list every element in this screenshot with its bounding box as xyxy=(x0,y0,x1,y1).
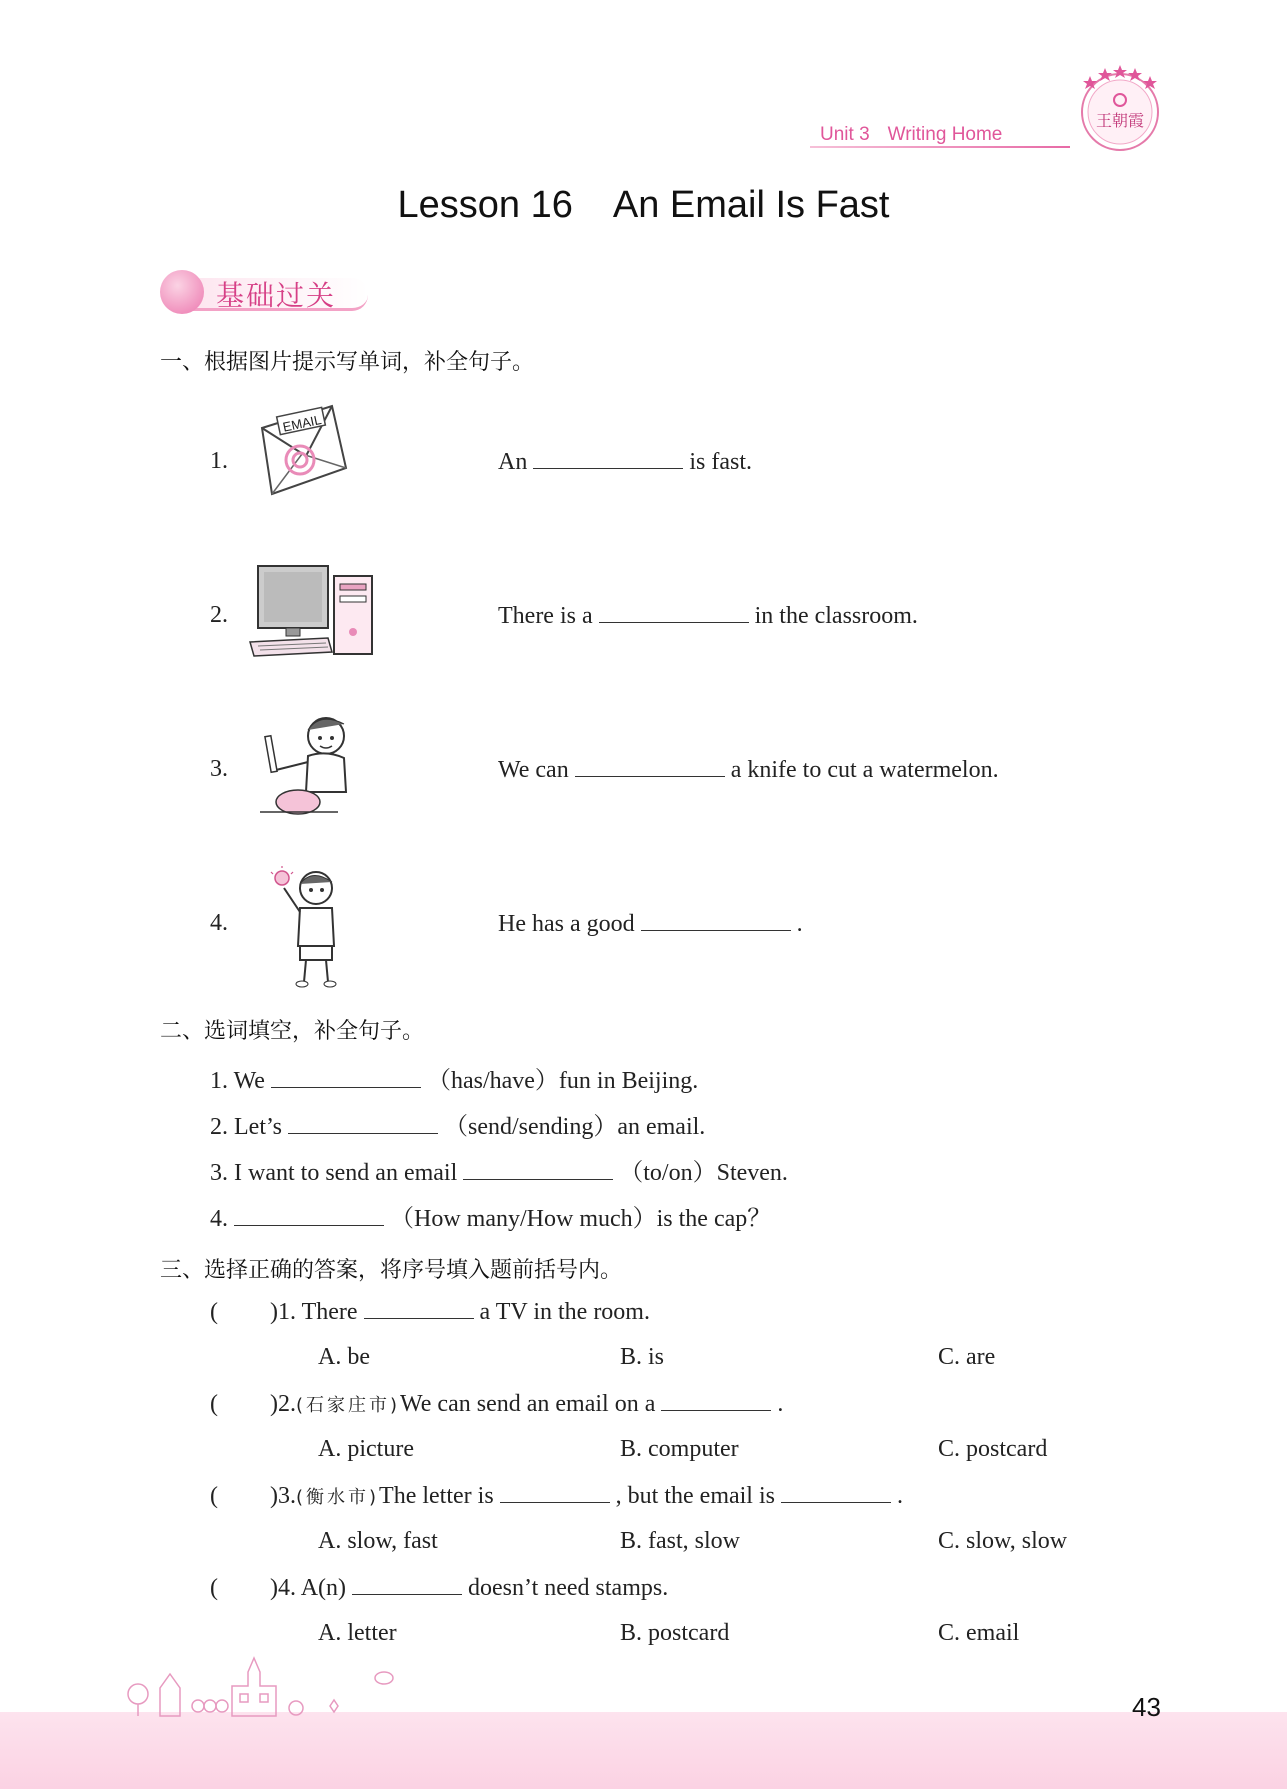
item-number: 2. xyxy=(210,1114,228,1140)
lesson-name: An Email Is Fast xyxy=(612,184,890,226)
part2-item3 xyxy=(210,1152,788,1187)
part3-question3 xyxy=(210,1482,903,1510)
part1-item3-number: 3. xyxy=(210,756,228,782)
option-a[interactable]: A. be xyxy=(318,1344,370,1370)
header-divider xyxy=(810,146,1070,148)
logo-text: 王朝霞 xyxy=(1095,111,1145,130)
option-c[interactable]: C. are xyxy=(938,1344,996,1370)
sentence-text: in the classroom. xyxy=(754,603,918,629)
part1-item2-number: 2. xyxy=(210,602,228,628)
answer-blank xyxy=(364,1298,474,1319)
option-b[interactable]: B. fast, slow xyxy=(620,1528,740,1554)
part3-question2 xyxy=(210,1390,783,1418)
option-a[interactable]: A. letter xyxy=(318,1620,397,1646)
unit-title: Writing Home xyxy=(887,124,1003,145)
part1-title: 一、根据图片提示写单词，补全句子。 xyxy=(160,350,535,375)
question-text: A(n) xyxy=(300,1575,347,1601)
part2-item1 xyxy=(210,1060,698,1095)
sentence-text: I want to send an email xyxy=(234,1160,458,1186)
region-tag: (衡水市) xyxy=(296,1487,380,1508)
part3-question1 xyxy=(210,1298,650,1326)
option-c[interactable]: C. slow, slow xyxy=(938,1528,1068,1554)
option-a[interactable]: A. picture xyxy=(318,1436,414,1462)
boy-with-idea-icon xyxy=(268,864,348,988)
part1-item2-sentence xyxy=(498,602,918,630)
answer-blank[interactable] xyxy=(599,602,749,623)
sentence-text: An xyxy=(498,449,528,475)
answer-bracket[interactable]: ( xyxy=(210,1575,218,1601)
sentence-text: There is a xyxy=(498,603,593,629)
sentence-text: （send/sending）an email. xyxy=(444,1114,706,1140)
part1-item4-sentence xyxy=(498,910,803,938)
option-c[interactable]: C. email xyxy=(938,1620,1020,1646)
option-b[interactable]: B. computer xyxy=(620,1436,739,1462)
sentence-text: （How many/How much）is the cap？ xyxy=(390,1206,772,1232)
email-envelope-icon xyxy=(258,398,350,504)
page-number: 43 xyxy=(1132,1692,1161,1722)
question-text: , but the email is xyxy=(615,1483,775,1509)
region-tag: (石家庄市) xyxy=(296,1395,401,1416)
option-a[interactable]: A. slow, fast xyxy=(318,1528,438,1554)
option-b[interactable]: B. postcard xyxy=(620,1620,730,1646)
item-number: )2. xyxy=(270,1391,296,1417)
answer-blank[interactable] xyxy=(463,1159,613,1180)
part1-item1-number: 1. xyxy=(210,448,228,474)
boy-cutting-watermelon-icon xyxy=(258,710,358,822)
unit-label: Unit 3 xyxy=(820,124,870,145)
footer-band xyxy=(0,1712,1287,1789)
lesson-number: Lesson 16 xyxy=(397,184,573,226)
answer-blank xyxy=(500,1482,610,1503)
question-text: doesn’t need stamps. xyxy=(468,1575,669,1601)
answer-blank xyxy=(352,1574,462,1595)
part2-item4 xyxy=(210,1198,771,1233)
answer-blank[interactable] xyxy=(641,910,791,931)
part1-item1-sentence xyxy=(498,448,752,476)
answer-blank[interactable] xyxy=(288,1113,438,1134)
answer-bracket[interactable]: ( xyxy=(210,1299,218,1325)
girl-avatar-icon xyxy=(160,270,204,314)
svg-text:EMAIL: EMAIL xyxy=(281,411,323,435)
sentence-text: Let’s xyxy=(234,1114,282,1140)
part1-item3-sentence xyxy=(498,756,999,784)
section-badge-label: 基础过关 xyxy=(216,279,337,312)
sentence-text: We xyxy=(233,1068,265,1094)
answer-blank xyxy=(661,1390,771,1411)
answer-bracket[interactable]: ( xyxy=(210,1483,218,1509)
sentence-text: is fast. xyxy=(689,449,753,475)
sentence-text: a knife to cut a watermelon. xyxy=(730,757,999,783)
option-c[interactable]: C. postcard xyxy=(938,1436,1048,1462)
answer-bracket[interactable]: ( xyxy=(210,1391,218,1417)
answer-blank[interactable] xyxy=(271,1067,421,1088)
answer-blank xyxy=(781,1482,891,1503)
sentence-text: . xyxy=(796,911,803,937)
question-text: There xyxy=(301,1299,358,1325)
page-title xyxy=(0,184,1287,227)
sentence-text: We can xyxy=(498,757,569,783)
part1-item4-number: 4. xyxy=(210,910,228,936)
publisher-logo-icon xyxy=(1070,60,1170,160)
item-number: )4. xyxy=(270,1575,296,1601)
sentence-text: （has/have）fun in Beijing. xyxy=(426,1068,699,1094)
sentence-text: （to/on）Steven. xyxy=(619,1160,788,1186)
answer-blank[interactable] xyxy=(234,1205,384,1226)
part3-title: 三、选择正确的答案，将序号填入题前括号内。 xyxy=(160,1258,623,1283)
item-number: 1. xyxy=(210,1068,228,1094)
question-text: . xyxy=(896,1483,903,1509)
item-number: 4. xyxy=(210,1206,228,1232)
section-badge xyxy=(158,268,378,316)
part2-title: 二、选词填空，补全句子。 xyxy=(160,1019,425,1044)
unit-header xyxy=(820,124,1002,146)
sentence-text: He has a good xyxy=(498,911,635,937)
question-text: . xyxy=(777,1391,784,1417)
option-b[interactable]: B. is xyxy=(620,1344,665,1370)
question-text: We can send an email on a xyxy=(400,1391,656,1417)
item-number: 3. xyxy=(210,1160,228,1186)
question-text: The letter is xyxy=(379,1483,494,1509)
town-decoration-icon xyxy=(120,1648,400,1718)
part3-question4 xyxy=(210,1574,668,1602)
part2-item2 xyxy=(210,1106,705,1141)
item-number: )1. xyxy=(270,1299,296,1325)
computer-icon xyxy=(248,562,378,658)
answer-blank[interactable] xyxy=(533,448,683,469)
question-text: a TV in the room. xyxy=(479,1299,650,1325)
answer-blank[interactable] xyxy=(575,756,725,777)
item-number: )3. xyxy=(270,1483,296,1509)
